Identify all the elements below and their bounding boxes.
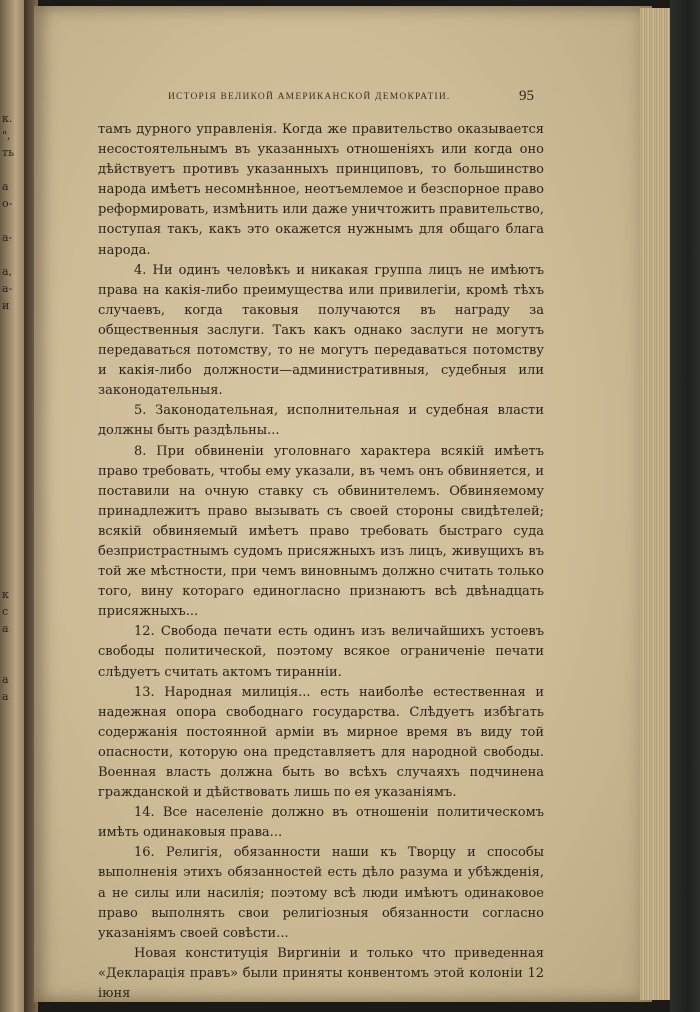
paragraph-article-4: 4. Ни одинъ человѣкъ и никакая группа лицъ не имѣютъ права на какiя-либо преимущества или привилегiи, кромѣ тѣхъ случаевъ, когда таковыя получаются въ награду за общественныя заслуги. Такъ какъ однако заслуги не могутъ передаваться потомству, то не могутъ передаваться потомству и какiя-либо должности—административныя, судебныя или законодательныя.: [98, 262, 544, 399]
page-body: [98, 120, 544, 1004]
book-cover-edge: [670, 0, 700, 1012]
paragraph-article-8: 8. При обвиненiи уголовнаго характера всякiй имѣетъ право требовать, чтобы ему указали, въ чемъ онъ обвиняется, и поставили на очную ставку съ обвинителемъ. Обвиняемому принадлежитъ право вызывать съ своей стороны свидѣтелей; всякiй обвиняемый имѣетъ право требовать быстраго суда безпристрастнымъ судомъ присяжныхъ изъ лицъ, живущихъ въ той же мѣстности, при чемъ виновнымъ должно считать только того, вину котораго единогласно признаютъ всѣ двѣнадцать присяжныхъ...: [98, 443, 544, 620]
paragraph-conclusion: Новая конституцiя Виргинiи и только что приведенная «Декларацiя правъ» были приняты конвентомъ этой колонiи 12 iюня: [98, 945, 544, 1002]
paragraph-article-16: 16. Религiя, обязанности наши къ Творцу и способы выполненiя этихъ обязанностей есть дѣло разума и убѣжденiя, а не силы или насилiя; поэтому всѣ люди имѣютъ одинаковое право выполнять свои религiозныя обязанности согласно указанiямъ своей совѣсти...: [98, 845, 544, 941]
running-header: ИСТОРIЯ ВЕЛИКОЙ АМЕРИКАНСКОЙ ДЕМОКРАТIИ.: [168, 92, 451, 102]
page-stack-edge: [640, 8, 672, 1000]
paragraph-article-5: 5. Законодательная, исполнительная и судебная власти должны быть раздѣльны...: [98, 403, 544, 439]
paragraph-continuation: тамъ дурного управленiя. Когда же правительство оказывается несостоятельнымъ въ указанныхъ отношенiяхъ или когда оно дѣйствуетъ противъ указанныхъ принциповъ, то большинство народа имѣетъ несомнѣнное, неотъемлемое и безспорное право реформировать, измѣнить или даже уничтожить правительство, поступая такъ, какъ это окажется нужнымъ для общаго блага народа.: [98, 122, 544, 258]
paragraph-article-12: 12. Свобода печати есть одинъ изъ величайшихъ устоевъ свободы политической, поэтому всякое ограниченiе печати слѣдуетъ считать актомъ тираннiи.: [98, 624, 544, 680]
page-number: 95: [519, 88, 534, 104]
paragraph-article-13: 13. Народная милицiя... есть наиболѣе естественная и надежная опора свободнаго государства. Слѣдуетъ избѣгать содержанiя постоянной армiи въ мирное время въ виду той опасности, которую она представляетъ для народной свободы. Военная власть должна быть во всѣхъ случаяхъ подчинена гражданской и дѣйствовать лишь по ея указанiямъ.: [98, 684, 544, 801]
paragraph-article-14: 14. Все населенiе должно въ отношенiи политическомъ имѣть одинаковыя права...: [98, 805, 544, 841]
previous-page-edge: [0, 0, 26, 1012]
previous-page-text-fragments: к. ", ть а о- а- а, а- и к с а а а: [2, 112, 15, 703]
